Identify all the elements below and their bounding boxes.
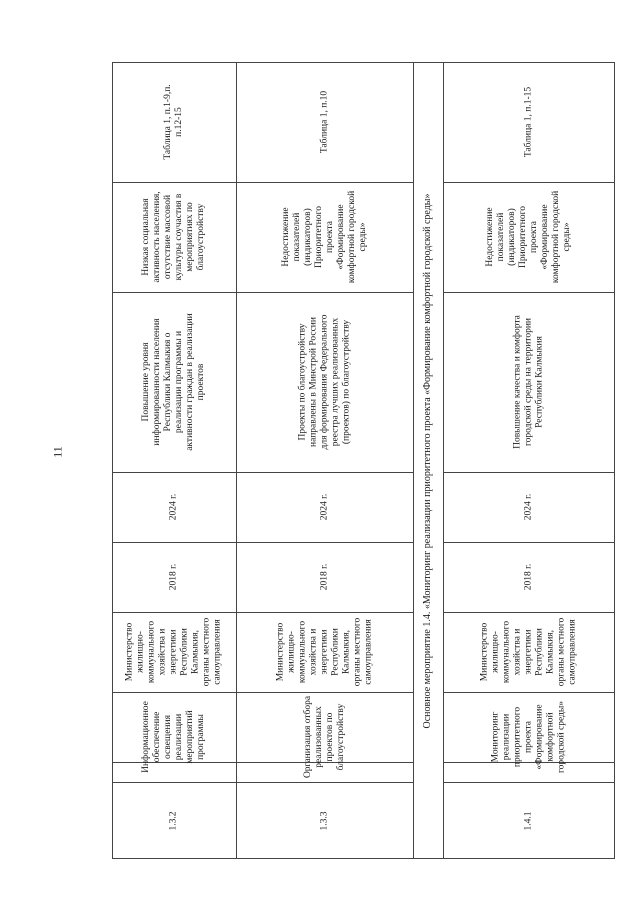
- column-separator: [112, 692, 236, 693]
- measure-number-cell: 1.3.3: [319, 811, 329, 830]
- section-heading: Основное мероприятие 1.4. «Мониторинг реализации приоритетного проекта «Формирование комфортной городской среды»: [422, 193, 433, 728]
- table-border-top: [112, 62, 615, 63]
- result-cell: Повышение уровня информированности населения Республики Калмыкия о реализации программы и активности граждан в реализации проектов: [141, 313, 206, 451]
- column-separator: [236, 542, 413, 543]
- link-cell: Таблица 1, п.1-9,п. п.12-15: [163, 84, 184, 160]
- consequences-cell: Низкая социальная активность населения, отсутствие массовой культуры соучастия в мероприятиях по благоустройству: [141, 191, 206, 283]
- measure-name-cell: Мониторинг реализации приоритетного проекта «Формирование комфортной городской среды»: [490, 700, 567, 774]
- executor-cell: Министерство жилищно- коммунального хозяйства и энергетики Республики Калмыкия, органы местного самоуправления: [275, 617, 373, 687]
- link-cell: Таблица 1, п.10: [319, 90, 329, 154]
- measure-number-cell: 1.4.1: [523, 811, 534, 830]
- column-separator: [443, 542, 615, 543]
- column-separator: [443, 692, 615, 693]
- column-separator: [443, 612, 615, 613]
- column-separator: [112, 182, 236, 183]
- start-date-cell: 2018 г.: [319, 563, 329, 591]
- start-date-cell: 2018 г.: [168, 563, 179, 591]
- result-cell: Проекты по благоустройству направлены в Минстрой России для формирования Федерального реестра лучших реализованных (проектов) по благоустройству: [297, 314, 351, 450]
- column-separator: [443, 292, 615, 293]
- column-separator: [112, 782, 236, 783]
- link-cell: Таблица 1, п.1-15: [523, 86, 534, 158]
- result-cell: Повышение качества и комфорта городской среды на территории Республики Калмыкия: [512, 315, 545, 449]
- measures-table: [112, 62, 615, 859]
- column-separator: [236, 782, 413, 783]
- consequences-cell: Недостижение показателей (индикаторов) Приоритетного проекта «Формирование комфортной городской среды»: [280, 190, 368, 284]
- column-separator: [236, 182, 413, 183]
- column-separator: [443, 782, 615, 783]
- start-date-cell: 2018 г.: [523, 563, 534, 591]
- measure-name-cell: Организация отбора реализованных проектов по благоустройству: [302, 695, 346, 779]
- column-separator: [236, 612, 413, 613]
- row-separator: [413, 62, 414, 859]
- executor-cell: Министерство жилищно- коммунального хозяйства и энергетики Республики Калмыкия, органы местного самоуправления: [124, 617, 223, 687]
- executor-cell: Министерство жилищно- коммунального хозяйства и энергетики Республики Калмыкия, органы местного самоуправления: [479, 617, 578, 687]
- column-separator: [112, 292, 236, 293]
- measure-name-cell: Информационное обеспечение освещения реализации мероприятий программы: [141, 701, 206, 773]
- end-date-cell: 2024 г.: [523, 493, 534, 521]
- end-date-cell: 2024 г.: [319, 493, 329, 521]
- column-separator: [236, 692, 413, 693]
- column-separator: [443, 182, 615, 183]
- column-separator: [236, 292, 413, 293]
- column-separator: [112, 472, 236, 473]
- table-border-bottom: [112, 858, 615, 859]
- column-separator: [443, 472, 615, 473]
- consequences-cell: Недостижение показателей (индикаторов) Приоритетного проекта «Формирование комфортной городской среды»: [485, 190, 572, 284]
- end-date-cell: 2024 г.: [168, 493, 179, 521]
- measure-number-cell: 1.3.2: [168, 811, 179, 830]
- column-separator: [236, 472, 413, 473]
- page-number: 11: [50, 446, 65, 458]
- column-separator: [112, 542, 236, 543]
- column-separator: [112, 612, 236, 613]
